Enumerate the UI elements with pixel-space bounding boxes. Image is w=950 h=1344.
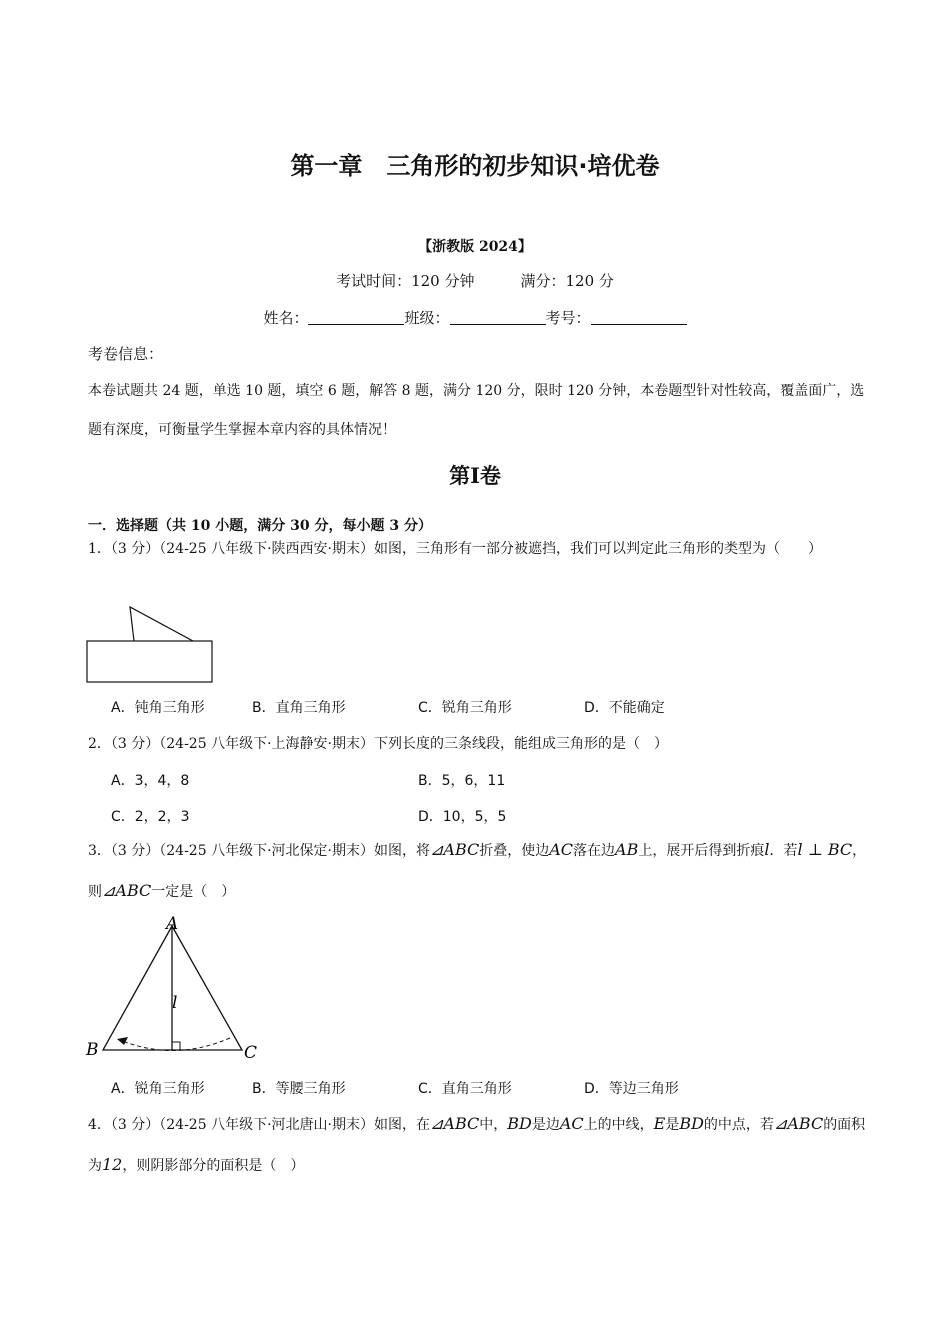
q3-label-a: A <box>166 914 179 934</box>
q3-option-a[interactable]: A．锐角三角形 <box>111 1081 205 1097</box>
student-info-line <box>0 307 950 328</box>
q1-option-a[interactable]: A．钝角三角形 <box>111 700 205 716</box>
info-heading: 考卷信息： <box>88 345 164 363</box>
question-1-text: 1．（3 分）（24-25 八年级下·陕西西安·期末）如图，三角形有一部分被遮挡，我们可以判定此三角形的类型为（ ） <box>88 541 822 557</box>
q3-option-b[interactable]: B．等腰三角形 <box>252 1081 346 1097</box>
q2-option-b[interactable]: B．5，6，11 <box>418 773 506 789</box>
q3-arrow-head <box>117 1037 128 1045</box>
q3-fold-arc <box>120 1038 230 1051</box>
edition-label: 【浙教版 2024】 <box>418 239 532 255</box>
q3-label-b: B <box>86 1040 99 1060</box>
name-blank[interactable] <box>308 310 404 325</box>
q3-label-c: C <box>244 1043 258 1062</box>
q3-figure <box>84 912 264 1062</box>
section-title: 第Ⅰ卷 <box>449 463 501 488</box>
q1-figure <box>86 605 216 687</box>
full-score: 满分：120 分 <box>520 272 614 290</box>
q2-option-a[interactable]: A．3，4，8 <box>111 773 190 789</box>
info-text: 本卷试题共 24 题，单选 10 题，填空 6 题，解答 8 题，满分 120 分，限时 120 分钟，本卷题型针对性较高，覆盖面广，选题有深度，可衡量学生掌握本章内容的具体情况！ <box>88 383 865 438</box>
q3-right-angle-mark <box>172 1042 180 1050</box>
q3-label-l: l <box>172 993 178 1013</box>
question-4-text: 4．（3 分）（24-25 八年级下·河北唐山·期末）如图，在⊿ABC中，BD是边AC上的中线，E是BD的中点，若⊿ABC的面积为12，则阴影部分的面积是（ ） <box>88 1114 866 1174</box>
class-blank[interactable] <box>450 310 546 325</box>
class-label: 班级： <box>404 309 450 327</box>
part-title: 一．选择题（共 10 小题，满分 30 分，每小题 3 分） <box>88 518 432 534</box>
q1-cover-rect <box>87 641 212 682</box>
exam-time: 考试时间：120 分钟 <box>336 272 475 290</box>
number-blank[interactable] <box>591 310 687 325</box>
number-label: 考号： <box>545 309 591 327</box>
page-title: 第一章 三角形的初步知识·培优卷 <box>290 152 660 180</box>
q2-option-c[interactable]: C．2，2，3 <box>111 809 190 825</box>
q3-option-c[interactable]: C．直角三角形 <box>418 1081 512 1097</box>
question-3-text: 3．（3 分）（24-25 八年级下·河北保定·期末）如图，将⊿ABC折叠，使边AC落在边AB上，展开后得到折痕l．若l ⊥ BC，则⊿ABC一定是（ ） <box>88 840 867 900</box>
q1-option-d[interactable]: D．不能确定 <box>584 700 665 716</box>
exam-meta <box>0 270 950 291</box>
q3-option-d[interactable]: D．等边三角形 <box>584 1081 679 1097</box>
q1-option-c[interactable]: C．锐角三角形 <box>418 700 512 716</box>
q2-option-d[interactable]: D．10，5，5 <box>418 809 507 825</box>
q1-option-b[interactable]: B．直角三角形 <box>252 700 346 716</box>
name-label: 姓名： <box>263 309 309 327</box>
q1-triangle-visible-part <box>130 607 193 641</box>
question-2-text: 2．（3 分）（24-25 八年级下·上海静安·期末）下列长度的三条线段，能组成三角形的是（ ） <box>88 736 668 752</box>
